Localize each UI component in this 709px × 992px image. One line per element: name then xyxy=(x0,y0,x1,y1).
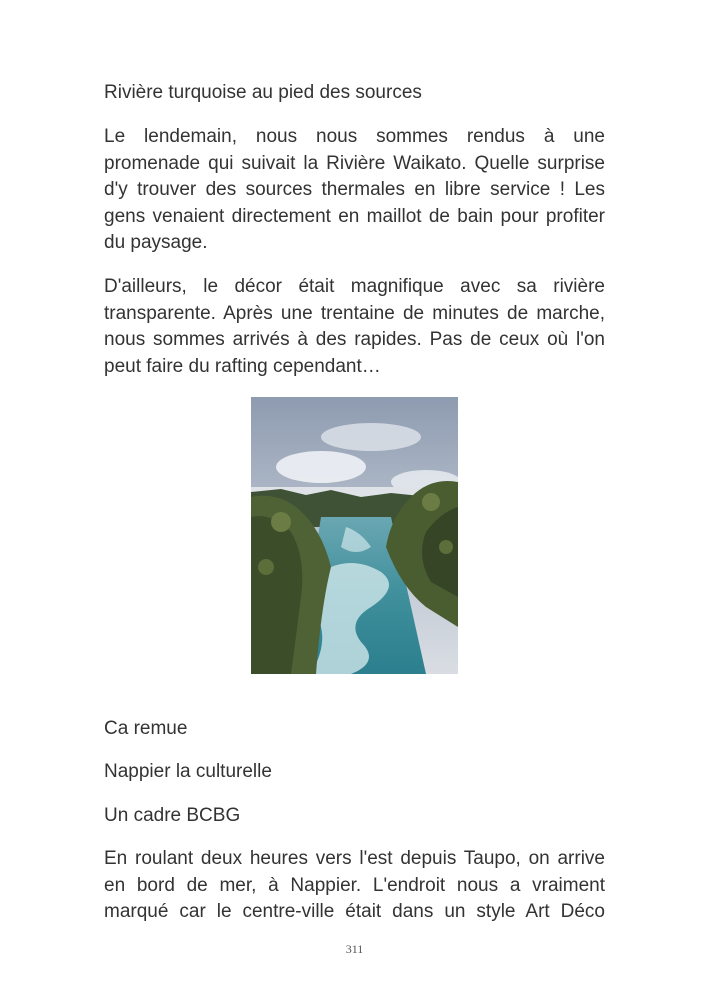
paragraph: Le lendemain, nous nous sommes rendus à une promenade qui suivait la Rivière Waikato. Quelle surprise d'y trouver des sources thermales en libre service ! Les gens venaient directement en maillot de bain pour profiter du paysage. xyxy=(104,126,605,254)
section-heading: Nappier la culturelle xyxy=(104,761,272,782)
page-number: 311 xyxy=(345,942,364,956)
section-heading: Ca remue xyxy=(104,718,188,739)
river-rapids-photo xyxy=(251,397,458,674)
paragraph: D'ailleurs, le décor était magnifique avec sa rivière transparente. Après une trentaine de minutes de marche, nous sommes arrivés à des rapides. Pas de ceux où l'on peut faire du rafting cependant… xyxy=(104,276,605,377)
paragraph: En roulant deux heures vers l'est depuis Taupo, on arrive en bord de mer, à Nappier. L'endroit nous a vraiment marqué car le centre-ville était dans un style Art Déco xyxy=(104,848,605,923)
section-heading: Un cadre BCBG xyxy=(104,805,241,826)
section-heading: Rivière turquoise au pied des sources xyxy=(104,82,422,103)
